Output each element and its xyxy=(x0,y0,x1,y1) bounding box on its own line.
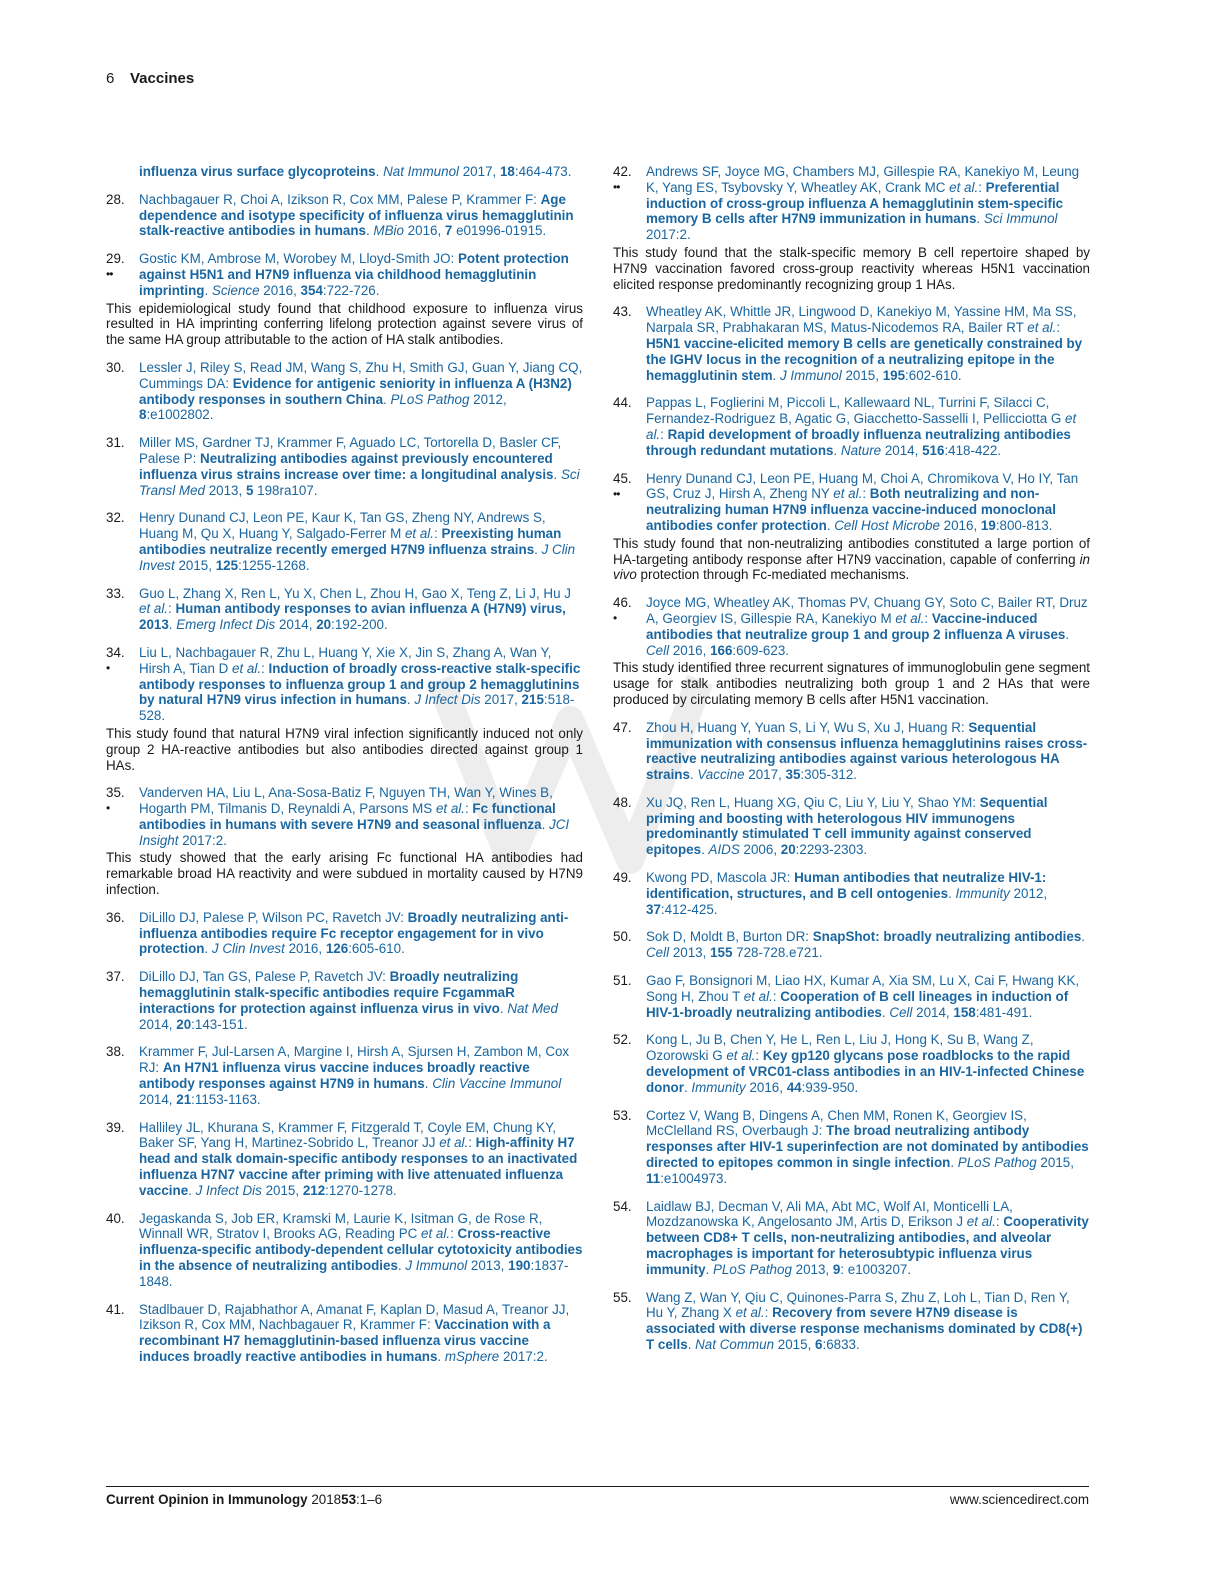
reference-journal: Emerg Infect Dis xyxy=(176,617,276,633)
footer-pages: :1–6 xyxy=(356,1492,383,1507)
reference-title[interactable]: Sequential priming and boosting with heterologous HIV immunogens predominantly stimulated T cell immunity against conserved epitopes xyxy=(646,794,1048,858)
reference-journal: Nat Commun xyxy=(695,1337,775,1352)
reference-journal: J Infect Dis xyxy=(195,1182,262,1198)
reference-pages: :518-528. xyxy=(139,692,575,724)
reference-item[interactable]: 38. Krammer F, Jul-Larsen A, Margine I, Hirsh A, Sjursen H, Zambon M, Cox RJ: An H7N1 influenza virus vaccine induces broadly reactive antibody responses against H7N9 in humans. Clin Vaccine Immunol 2014, 21:1153-1163. xyxy=(106,1044,570,1107)
reference-journal: J Immunol xyxy=(779,367,842,383)
reference-number: 49. xyxy=(613,870,632,886)
reference-year: 2014 xyxy=(278,617,309,633)
reference-number: 44. xyxy=(613,395,632,411)
reference-authors: Joyce MG, Wheatley AK, Thomas PV, Chuang GY, Soto C, Bailer RT, Druz A, Georgiev IS, Gillespie RA, Kanekiyo M et al.: xyxy=(646,595,1088,626)
reference-title[interactable]: An H7N1 influenza virus vaccine induces broadly reactive antibody responses against H7N9 in humans xyxy=(139,1060,530,1092)
reference-journal: Cell xyxy=(889,1004,913,1020)
reference-authors: Liu L, Nachbagauer R, Zhu L, Huang Y, Xie X, Jin S, Zhang A, Wan Y, Hirsh A, Tian D et al.: xyxy=(139,644,552,676)
reference-year: 2016 xyxy=(263,282,294,298)
reference-volume: 126 xyxy=(325,941,349,957)
reference-annotation: This study found that natural H7N9 viral infection significantly induced not only group 2 HA-reactive antibodies but also antibodies directed against group 1 HAs. xyxy=(106,725,583,773)
reference-pages: 198ra107. xyxy=(253,482,318,498)
reference-title[interactable]: Preferential induction of cross-group influenza A hemagglutinin stem-specific memory B cells after H7N9 immunization in humans xyxy=(646,179,1064,227)
reference-authors: DiLillo DJ, Palese P, Wilson PC, Ravetch JV: xyxy=(139,909,408,925)
reference-journal: Cell xyxy=(646,945,670,961)
reference-item[interactable]: 55. Wang Z, Wan Y, Qiu C, Quinones-Parra S, Zhu Z, Loh L, Tian D, Ren Y, Hu Y, Zhang X et al.: Recovery from severe H7N9 disease is associated with diverse response mechanisms dominated by CD8(+) T cells. Nat Commun 2015, 6:6833. xyxy=(613,1289,1083,1352)
reference-volume: 37 xyxy=(646,901,661,917)
reference-annotation: This study found that non-neutralizing antibodies constituted a large portion of HA-targeting antibody response after H7N9 vaccination, capable of conferring in vivo protection through Fc-mediated mechanisms. xyxy=(613,535,1090,583)
reference-year: 2016 xyxy=(288,941,319,957)
reference-year: 2015 xyxy=(777,1337,808,1352)
reference-journal: Nat Med xyxy=(507,1000,558,1016)
reference-pages: 728-728.e721. xyxy=(732,945,823,961)
reference-pages: :2. xyxy=(211,832,227,848)
reference-volume: 6 xyxy=(815,1337,823,1352)
reference-item[interactable]: 29. •• Gostic KM, Ambrose M, Worobey M, Lloyd-Smith JO: Potent protection against H5N1 and H7N9 influenza via childhood hemagglutinin imprinting. Science 2016, 354:722-726. xyxy=(106,251,569,298)
reference-journal: Sci Transl Med xyxy=(139,466,580,498)
reference-pages: :143-151. xyxy=(191,1016,248,1032)
reference-volume: 20 xyxy=(316,617,332,633)
reference-volume: 215 xyxy=(521,692,544,708)
reference-item[interactable]: 53. Cortez V, Wang B, Dingens A, Chen MM, Ronen K, Georgiev IS, McClelland RS, Overbaugh J: The broad neutralizing antibody responses after HIV-1 superinfection are not dominated by antibodies directed to epitopes common in single infection. PLoS Pathog 2015, 11:e1004973. xyxy=(613,1107,1089,1186)
reference-journal: AIDS xyxy=(708,842,740,858)
reference-title[interactable]: SnapShot: broadly neutralizing antibodies xyxy=(812,929,1082,945)
reference-title[interactable]: Key gp120 glycans pose roadblocks to the rapid development of VRC01-class antibodies in an HIV-1-infected Chinese donor xyxy=(646,1048,1085,1095)
reference-authors: Xu JQ, Ren L, Huang XG, Qiu C, Liu Y, Liu Y, Shao YM: xyxy=(646,794,980,810)
reference-item[interactable]: 36. DiLillo DJ, Palese P, Wilson PC, Ravetch JV: Broadly neutralizing anti-influenza antibodies require Fc receptor engagement for in vivo protection. J Clin Invest 2016, 126:605-610. xyxy=(106,909,569,957)
reference-pages: :939-950. xyxy=(801,1079,859,1095)
reference-pages: :192-200. xyxy=(331,617,388,633)
reference-pages: :609-623. xyxy=(732,642,789,658)
reference-authors: Nachbagauer R, Choi A, Izikson R, Cox MM, Palese P, Krammer F: xyxy=(139,191,541,207)
reference-volume: 125 xyxy=(215,557,239,573)
reference-year: 2013 xyxy=(795,1261,826,1277)
reference-volume: 18 xyxy=(499,164,515,179)
reference-title[interactable]: High-affinity H7 head and stalk domain-specific antibody responses to an inactivated influenza H7N7 vaccine after priming with live attenuated influenza vaccine xyxy=(139,1135,578,1198)
reference-annotation: This epidemiological study found that childhood exposure to influenza virus resulted in HA imprinting conferring lifelong protection against severe virus of the same HA group attributable to the action of HA stalk antibodies. xyxy=(106,300,583,348)
reference-year: 2014 xyxy=(916,1004,946,1020)
reference-number: 41. xyxy=(106,1301,125,1317)
reference-title[interactable]: Preexisting human antibodies neutralize recently emerged H7N9 influenza strains xyxy=(139,526,562,557)
recommendation-bullet: • xyxy=(613,611,617,626)
reference-pages: :2293-2303. xyxy=(795,842,868,858)
reference-authors: Kwong PD, Mascola JR: xyxy=(646,870,795,886)
reference-authors: Sok D, Moldt B, Burton DR: xyxy=(646,929,813,945)
reference-title[interactable]: Evidence for antigenic seniority in influenza A (H3N2) antibody responses in southern China xyxy=(139,375,572,407)
reference-item[interactable]: 54. Laidlaw BJ, Decman V, Ali MA, Abt MC, Wolf AI, Monticelli LA, Mozdzanowska K, Angelosanto JM, Artis D, Erikson J et al.: Cooperativity between CD8+ T cells, non-neutralizing antibodies, and alveolar macrophages is important for heterosubtypic influenza virus immunity. PLoS Pathog 2013, 9: e1003207. xyxy=(613,1198,1089,1277)
reference-title[interactable]: The broad neutralizing antibody responses after HIV-1 superinfection are not dominated by antibodies directed to epitopes common in single infection xyxy=(646,1123,1089,1171)
reference-pages: :464-473. xyxy=(514,164,572,179)
reference-authors: Halliley JL, Khurana S, Krammer F, Fitzgerald T, Coyle EM, Chung KY, Baker SF, Yang H, Martinez-Sobrido L, Treanor JJ et al.: xyxy=(139,1119,557,1151)
reference-year: 2006 xyxy=(743,842,774,858)
reference-volume: 9 xyxy=(832,1261,841,1277)
reference-volume: 7 xyxy=(444,223,453,239)
reference-number: 54. xyxy=(613,1198,632,1214)
reference-annotation: This study showed that the early arising Fc functional HA antibodies had remarkable broad HA reactivity and were subdued in mortality caused by H7N9 infection. xyxy=(106,850,583,898)
footer-divider xyxy=(106,1486,1089,1487)
reference-authors: Gostic KM, Ambrose M, Worobey M, Lloyd-Smith JO: xyxy=(139,251,458,267)
reference-authors: Vanderven HA, Liu L, Ana-Sosa-Batiz F, Nguyen TH, Wan Y, Wines B, Hogarth PM, Tilmanis D, Reynaldi A, Parsons MS et al.: xyxy=(139,785,553,817)
reference-pages: :e1002802. xyxy=(146,407,214,423)
reference-volume: 5 xyxy=(245,482,254,498)
reference-number: 33. xyxy=(106,585,125,601)
reference-title[interactable]: Age dependence and isotype specificity of influenza virus hemagglutinin stalk-reactive antibodies in humans xyxy=(139,191,574,239)
reference-year: 2017 xyxy=(502,1349,533,1364)
reference-authors: Cortez V, Wang B, Dingens A, Chen MM, Ronen K, Georgiev IS, McClelland RS, Overbaugh J: xyxy=(646,1107,1027,1139)
reference-authors: Guo L, Zhang X, Ren L, Yu X, Chen L, Zhou H, Gao X, Teng Z, Li J, Hu J et al.: xyxy=(139,585,571,617)
reference-title[interactable]: Vaccine-induced antibodies that neutralize group 1 and group 2 influenza A viruses xyxy=(646,610,1066,642)
reference-title[interactable]: influenza virus surface glycoproteins xyxy=(139,164,376,179)
reference-number: 50. xyxy=(613,929,632,945)
reference-number: 45. xyxy=(613,470,632,486)
reference-authors: Jegaskanda S, Job ER, Kramski M, Laurie K, Isitman G, de Rose R, Winnall WR, Stratov I, Brooks AG, Reading PC et al.: xyxy=(139,1210,543,1242)
reference-journal: PLoS Pathog xyxy=(957,1155,1037,1171)
reference-number: 36. xyxy=(106,909,125,925)
reference-number: 46. xyxy=(613,595,632,611)
reference-journal: J Clin Invest xyxy=(139,541,576,573)
reference-volume: 44 xyxy=(786,1079,802,1095)
reference-title[interactable]: Neutralizing antibodies against previously encountered influenza virus strains increase over time: a longitudinal analysis xyxy=(139,450,554,482)
reference-pages: :722-726. xyxy=(322,282,380,298)
reference-authors: Zhou H, Huang Y, Yuan S, Li Y, Wu S, Xu J, Huang R: xyxy=(646,719,969,735)
reference-item[interactable]: 30. Lessler J, Riley S, Read JM, Wang S, Zhu H, Smith GJ, Guan Y, Jiang CQ, Cummings DA: Evidence for antigenic seniority in influenza A (H3N2) antibody responses in southern China. PLoS Pathog 2012, 8:e1002802. xyxy=(106,359,583,423)
reference-pages: :605-610. xyxy=(348,941,405,957)
reference-pages: :1153-1163. xyxy=(191,1091,261,1107)
reference-year: 2016 xyxy=(749,1079,780,1095)
reference-number: 35. xyxy=(106,785,125,801)
reference-journal: Vaccine xyxy=(697,767,745,783)
reference-item[interactable]: 46. • Joyce MG, Wheatley AK, Thomas PV, Chuang GY, Soto C, Bailer RT, Druz A, Georgiev IS, Gillespie RA, Kanekiyo M et al.: Vaccine-induced antibodies that neutralize group 1 and group 2 influenza A viruses. Cell 2016, 166:609-623. xyxy=(613,595,1088,658)
reference-item[interactable]: 41. Stadlbauer D, Rajabhathor A, Amanat F, Kaplan D, Masud A, Treanor JJ, Izikson R, Cox MM, Nachbagauer R, Krammer F: Vaccination with a recombinant H7 hemagglutinin-based influenza virus vaccine induces broadly reactive antibodies in humans. mSphere 2017:2. xyxy=(106,1301,570,1364)
reference-journal: Nat Immunol xyxy=(383,164,459,179)
reference-year: 2015 xyxy=(845,367,876,383)
reference-authors: Pappas L, Foglierini M, Piccoli L, Kallewaard NL, Turrini F, Silacci C, Fernandez-Rodriguez B, Agatic G, Giacchetto-Sasselli I, Pellicciotta G et al.: xyxy=(646,395,1077,442)
reference-number: 42. xyxy=(613,164,632,179)
reference-authors: Lessler J, Riley S, Read JM, Wang S, Zhu H, Smith GJ, Guan Y, Jiang CQ, Cummings DA: xyxy=(139,359,583,391)
reference-pages: : e1003207. xyxy=(840,1261,912,1277)
reference-number: 43. xyxy=(613,304,632,320)
reference-year: 2016 xyxy=(407,223,438,239)
reference-journal: MBio xyxy=(373,223,404,239)
reference-item[interactable]: 45. •• Henry Dunand CJ, Leon PE, Huang M, Choi A, Chromikova V, Ho IY, Tan GS, Cruz J, Hirsh A, Zheng NY et al.: Both neutralizing and non-neutralizing human H7N9 influenza vaccine-induced monoclonal antibodies confer protection. Cell Host Microbe 2016, 19:800-813. xyxy=(613,470,1079,533)
reference-item[interactable]: 50. Sok D, Moldt B, Burton DR: SnapShot: broadly neutralizing antibodies. Cell 2013, 155 728-728.e721. xyxy=(613,929,1086,961)
reference-volume: 19 xyxy=(980,517,996,533)
reference-item[interactable]: 49. Kwong PD, Mascola JR: Human antibodies that neutralize HIV-1: identification, structures, and B cell ontogenies. Immunity 2012, 37:412-425. xyxy=(613,870,1048,917)
reference-pages: :1255-1268. xyxy=(238,557,310,573)
reference-journal: J Infect Dis xyxy=(414,692,481,708)
references-column-right xyxy=(613,164,1090,1365)
page-number: 6 xyxy=(106,70,115,87)
reference-title[interactable]: Broadly neutralizing hemagglutinin stalk-specific antibodies require FcgammaR interactions for protection against influenza virus in vivo xyxy=(139,969,519,1016)
reference-item[interactable]: 35. • Vanderven HA, Liu L, Ana-Sosa-Batiz F, Nguyen TH, Wan Y, Wines B, Hogarth PM, Tilmanis D, Reynaldi A, Parsons MS et al.: Fc functional antibodies in humans with severe H7N9 and seasonal influenza. JCI Insight 2017:2. xyxy=(106,785,570,848)
footer-journal: Current Opinion in Immunology xyxy=(106,1492,308,1507)
reference-item[interactable]: 32. Henry Dunand CJ, Leon PE, Kaur K, Tan GS, Zheng NY, Andrews S, Huang M, Qu X, Huang Y, Salgado-Ferrer M et al.: Preexisting human antibodies neutralize recently emerged H7N9 influenza strains. J Clin Invest 2015, 125:1255-1268. xyxy=(106,510,576,573)
reference-item[interactable]: 37. DiLillo DJ, Tan GS, Palese P, Ravetch JV: Broadly neutralizing hemagglutinin stalk-specific antibodies require FcgammaR interactions for protection against influenza virus in vivo. Nat Med 2014, 20:143-151. xyxy=(106,969,558,1032)
reference-number: 28. xyxy=(106,191,125,207)
reference-journal: Sci Immunol xyxy=(983,211,1058,227)
reference-authors: Wheatley AK, Whittle JR, Lingwood D, Kanekiyo M, Yassine HM, Ma SS, Narpala SR, Prabhakaran MS, Matus-Nicodemos RA, Bailer RT et al.: xyxy=(646,304,1077,336)
reference-authors: Stadlbauer D, Rajabhathor A, Amanat F, Kaplan D, Masud A, Treanor JJ, Izikson R, Cox MM, Nachbagauer R, Krammer F: xyxy=(139,1301,570,1333)
reference-pages: :2. xyxy=(675,227,691,243)
reference-item[interactable]: 34. • Liu L, Nachbagauer R, Zhu L, Huang Y, Xie X, Jin S, Zhang A, Wan Y, Hirsh A, Tian D et al.: Induction of broadly cross-reactive stalk-specific antibody responses to influenza group 1 and group 2 hemagglutinins by natural H7N9 virus infection in humans. J Infect Dis 2017, 215:518-528. xyxy=(106,644,581,724)
reference-authors: Miller MS, Gardner TJ, Krammer F, Aguado LC, Tortorella D, Basler CF, Palese P: xyxy=(139,435,562,466)
reference-number: 55. xyxy=(613,1289,632,1305)
reference-journal: Clin Vaccine Immunol xyxy=(432,1076,562,1092)
reference-authors: Andrews SF, Joyce MG, Chambers MJ, Gillespie RA, Kanekiyo M, Leung K, Yang ES, Tsybovsky Y, Wheatley AK, Crank MC et al.: xyxy=(646,164,1080,195)
reference-year: 2015 xyxy=(265,1182,296,1198)
reference-authors: Wang Z, Wan Y, Qiu C, Quinones-Parra S, Zhu Z, Loh L, Tian D, Ren Y, Hu Y, Zhang X et al.: xyxy=(646,1289,1070,1321)
reference-year: 2015 xyxy=(1040,1155,1071,1171)
reference-title[interactable]: Vaccination with a recombinant H7 hemagglutinin-based influenza virus vaccine induces broadly reactive antibodies in humans xyxy=(139,1317,551,1364)
recommendation-bullet: •• xyxy=(613,180,620,194)
reference-year: 2016 xyxy=(672,642,703,658)
reference-authors: Henry Dunand CJ, Leon PE, Huang M, Choi A, Chromikova V, Ho IY, Tan GS, Cruz J, Hirsh A, Zheng NY et al.: xyxy=(646,470,1079,502)
reference-year: 2013 xyxy=(208,482,239,498)
reference-journal: Nature xyxy=(840,442,882,458)
reference-title[interactable]: Cooperativity between CD8+ T cells, non-neutralizing antibodies, and alveolar macrophages is important for heterosubtypic influenza virus immunity xyxy=(646,1214,1089,1277)
reference-number: 52. xyxy=(613,1032,632,1048)
reference-title[interactable]: Human antibody responses to avian influenza A (H7N9) virus, 2013 xyxy=(139,601,566,633)
reference-annotation: This study found that the stalk-specific memory B cell repertoire shaped by H7N9 vaccination favored cross-group reactivity whereas H5N1 vaccination elicited response predominantly recognizing group 1 HAs. xyxy=(613,244,1090,292)
reference-journal: Science xyxy=(211,282,260,298)
reference-volume: 155 xyxy=(710,945,733,961)
reference-number: 29. xyxy=(106,251,125,267)
reference-number: 32. xyxy=(106,510,125,526)
reference-volume: 35 xyxy=(785,767,801,783)
reference-number: 53. xyxy=(613,1107,632,1123)
reference-pages: :1270-1278. xyxy=(325,1182,397,1198)
reference-title[interactable]: Both neutralizing and non-neutralizing human H7N9 influenza vaccine-induced monoclonal antibodies confer protection xyxy=(646,486,1056,533)
reference-pages: e01996-01915. xyxy=(452,223,547,239)
reference-item[interactable]: 47. Zhou H, Huang Y, Yuan S, Li Y, Wu S, Xu J, Huang R: Sequential immunization with consensus influenza hemagglutinins raises cross-reactive neutralizing antibodies against various heterologous HA strains. Vaccine 2017, 35:305-312. xyxy=(613,719,1088,783)
reference-number: 39. xyxy=(106,1119,125,1135)
reference-title[interactable]: Recovery from severe H7N9 disease is associated with diverse response mechanisms dominated by CD8(+) T cells xyxy=(646,1305,1083,1352)
reference-volume: 20 xyxy=(176,1016,192,1032)
reference-item[interactable]: influenza virus surface glycoproteins. Nat Immunol 2017, 18:464-473. xyxy=(139,164,572,179)
reference-authors: Laidlaw BJ, Decman V, Ali MA, Abt MC, Wolf AI, Monticelli LA, Mozdzanowska K, Angelosanto JM, Artis D, Erikson J et al.: xyxy=(646,1198,1013,1230)
reference-volume: 516 xyxy=(922,442,945,458)
reference-number: 51. xyxy=(613,973,632,989)
reference-item[interactable]: 40. Jegaskanda S, Job ER, Kramski M, Laurie K, Isitman G, de Rose R, Winnall WR, Stratov I, Brooks AG, Reading PC et al.: Cross-reactive influenza-specific antibody-dependent cellular cytotoxicity antibodies in the absence of neutralizing antibodies. J Immunol 2013, 190:1837-1848. xyxy=(106,1210,583,1289)
reference-item[interactable]: 44. Pappas L, Foglierini M, Piccoli L, Kallewaard NL, Turrini F, Silacci C, Fernandez-Rodriguez B, Agatic G, Giacchetto-Sasselli I, Pellicciotta G et al.: Rapid development of broadly influenza neutralizing antibodies through redundant mutations. Nature 2014, 516:418-422. xyxy=(613,395,1077,458)
reference-title[interactable]: Fc functional antibodies in humans with severe H7N9 and seasonal influenza xyxy=(139,801,556,832)
reference-item[interactable]: 52. Kong L, Ju B, Chen Y, He L, Ren L, Liu J, Hong K, Su B, Wang Z, Ozorowski G et al.: Key gp120 glycans pose roadblocks to the rapid development of VRC01-class antibodies in an HIV-1-infected Chinese donor. Immunity 2016, 44:939-950. xyxy=(613,1032,1085,1095)
reference-annotation: This study identified three recurrent signatures of immunoglobulin gene segment usage for stalk antibodies neutralizing both group 1 and 2 HAs that were produced by circulating memory B cells after H5N1 vaccination. xyxy=(613,660,1090,707)
reference-number: 38. xyxy=(106,1044,125,1060)
reference-journal: Cell Host Microbe xyxy=(834,517,940,533)
reference-number: 30. xyxy=(106,359,125,375)
reference-year: 2017 xyxy=(462,164,493,179)
reference-year: 2017 xyxy=(646,227,676,243)
reference-title[interactable]: Cooperation of B cell lineages in induction of HIV-1-broadly neutralizing antibodies xyxy=(646,988,1069,1020)
footer-year: 2018 xyxy=(311,1492,342,1507)
reference-year: 2013 xyxy=(470,1258,501,1274)
references-column-left xyxy=(106,164,583,1377)
reference-year: 2012 xyxy=(1013,885,1044,901)
footer-url[interactable]: www.sciencedirect.com xyxy=(949,1492,1089,1507)
footer-volume: 53 xyxy=(341,1492,357,1507)
reference-volume: 190 xyxy=(508,1258,531,1274)
reference-title[interactable]: Cross-reactive influenza-specific antibody-dependent cellular cytotoxicity antibodies in the absence of neutralizing antibodies xyxy=(139,1226,583,1274)
reference-volume: 8 xyxy=(139,407,147,423)
reference-number: 48. xyxy=(613,794,632,810)
reference-volume: 20 xyxy=(780,842,796,858)
reference-pages: :305-312. xyxy=(800,767,858,783)
reference-journal: Immunity xyxy=(691,1079,746,1095)
reference-year: 2014 xyxy=(139,1091,169,1107)
reference-year: 2016 xyxy=(943,517,974,533)
reference-item[interactable]: 48. Xu JQ, Ren L, Huang XG, Qiu C, Liu Y, Liu Y, Shao YM: Sequential priming and boosting with heterologous HIV immunogens predominantly stimulated T cell immunity against conserved epitopes. AIDS 2006, 20:2293-2303. xyxy=(613,794,1048,858)
reference-pages: :e1004973. xyxy=(660,1170,728,1186)
reference-pages: :412-425. xyxy=(660,901,718,917)
reference-volume: 21 xyxy=(176,1091,192,1107)
reference-title[interactable]: H5N1 vaccine-elicited memory B cells are genetically constrained by the IGHV locus in the recognition of a neutralizing epitope in the hemagglutinin stem xyxy=(646,335,1083,383)
recommendation-bullet: •• xyxy=(613,486,620,501)
reference-item[interactable]: 31. Miller MS, Gardner TJ, Krammer F, Aguado LC, Tortorella D, Basler CF, Palese P: Neutralizing antibodies against previously encountered influenza virus strains increase over time: a longitudinal analysis. Sci Transl Med 2013, 5 198ra107. xyxy=(106,435,580,498)
reference-year: 2014 xyxy=(139,1016,169,1032)
reference-journal: Immunity xyxy=(955,885,1010,901)
reference-volume: 158 xyxy=(953,1004,976,1020)
footer-citation xyxy=(106,1492,382,1507)
reference-item[interactable]: 28. Nachbagauer R, Choi A, Izikson R, Cox MM, Palese P, Krammer F: Age dependence and isotype specificity of influenza virus hemagglutinin stalk-reactive antibodies in humans. MBio 2016, 7 e01996-01915. xyxy=(106,191,574,239)
recommendation-bullet: • xyxy=(106,660,110,675)
reference-pages: :1837-1848. xyxy=(139,1258,569,1289)
reference-title[interactable]: Broadly neutralizing anti-influenza antibodies require Fc receptor engagement for in vivo protection xyxy=(139,909,569,957)
reference-number: 47. xyxy=(613,719,632,735)
reference-title[interactable]: Human antibodies that neutralize HIV-1: identification, structures, and B cell ontogenies xyxy=(646,870,1047,901)
reference-number: 37. xyxy=(106,969,125,985)
reference-journal: Cell xyxy=(646,642,670,658)
reference-volume: 212 xyxy=(302,1182,326,1198)
recommendation-bullet: • xyxy=(106,801,110,816)
reference-title[interactable]: Induction of broadly cross-reactive stalk-specific antibody responses to influenza group 1 and group 2 hemagglutinins by natural H7N9 virus infection in humans xyxy=(139,660,581,708)
reference-year: 2014 xyxy=(884,442,915,458)
reference-pages: :2. xyxy=(532,1349,548,1364)
reference-number: 40. xyxy=(106,1210,125,1226)
reference-authors: DiLillo DJ, Tan GS, Palese P, Ravetch JV: xyxy=(139,969,390,985)
reference-pages: :481-491. xyxy=(975,1004,1033,1020)
reference-journal: J Clin Invest xyxy=(211,941,285,957)
reference-authors: Henry Dunand CJ, Leon PE, Kaur K, Tan GS, Zheng NY, Andrews S, Huang M, Qu X, Huang Y, Salgado-Ferrer M et al.: xyxy=(139,510,546,542)
reference-item[interactable]: 51. Gao F, Bonsignori M, Liao HX, Kumar A, Xia SM, Lu X, Cai F, Hwang KK, Song H, Zhou T et al.: Cooperation of B cell lineages in induction of HIV-1-broadly neutralizing antibodies. Cell 2014, 158:481-491. xyxy=(613,973,1080,1020)
reference-journal: J Immunol xyxy=(405,1258,468,1274)
reference-journal: PLoS Pathog xyxy=(390,391,470,407)
reference-title[interactable]: Sequential immunization with consensus influenza hemagglutinins raises cross-reactive neutralizing antibodies against various heterologous HA strains xyxy=(646,719,1088,783)
reference-item[interactable]: 43. Wheatley AK, Whittle JR, Lingwood D, Kanekiyo M, Yassine HM, Ma SS, Narpala SR, Prabhakaran MS, Matus-Nicodemos RA, Bailer RT et al.: H5N1 vaccine-elicited memory B cells are genetically constrained by the IGHV locus in the recognition of a neutralizing epitope in the hemagglutinin stem. J Immunol 2015, 195:602-610. xyxy=(613,304,1083,383)
reference-volume: 166 xyxy=(710,642,733,658)
reference-volume: 354 xyxy=(300,282,323,298)
reference-year: 2015 xyxy=(178,557,209,573)
reference-journal: JCI Insight xyxy=(139,816,570,848)
reference-number: 34. xyxy=(106,644,125,660)
reference-year: 2017 xyxy=(748,767,779,783)
reference-authors: Kong L, Ju B, Chen Y, He L, Ren L, Liu J, Hong K, Su B, Wang Z, Ozorowski G et al.: xyxy=(646,1032,1034,1064)
reference-year: 2017 xyxy=(484,692,515,708)
reference-year: 2017 xyxy=(182,832,212,848)
reference-item[interactable]: 42. •• Andrews SF, Joyce MG, Chambers MJ, Gillespie RA, Kanekiyo M, Leung K, Yang ES, Tsybovsky Y, Wheatley AK, Crank MC et al.: Preferential induction of cross-group influenza A hemagglutinin stem-specific memory B cells after H7N9 immunization in humans. Sci Immunol 2017:2. xyxy=(613,164,1080,243)
reference-item[interactable]: 33. Guo L, Zhang X, Ren L, Yu X, Chen L, Zhou H, Gao X, Teng Z, Li J, Hu J et al.: Human antibody responses to avian influenza A (H7N9) virus, 2013. Emerg Infect Dis 2014, 20:192-200. xyxy=(106,585,571,633)
section-title: Vaccines xyxy=(130,70,195,87)
reference-year: 2012 xyxy=(473,391,503,407)
reference-title[interactable]: Potent protection against H5N1 and H7N9 influenza via childhood hemagglutinin imprinting xyxy=(139,251,569,298)
reference-pages: :800-813. xyxy=(995,517,1053,533)
reference-authors: Gao F, Bonsignori M, Liao HX, Kumar A, Xia SM, Lu X, Cai F, Hwang KK, Song H, Zhou T et al.: xyxy=(646,973,1080,1004)
reference-title[interactable]: Rapid development of broadly influenza neutralizing antibodies through redundant mutations xyxy=(646,426,1071,458)
reference-journal: mSphere xyxy=(444,1349,500,1364)
reference-item[interactable]: 39. Halliley JL, Khurana S, Krammer F, Fitzgerald T, Coyle EM, Chung KY, Baker SF, Yang H, Martinez-Sobrido L, Treanor JJ et al.: High-affinity H7 head and stalk domain-specific antibody responses to an inactivated influenza H7N7 vaccine after priming with live attenuated influenza vaccine. J Infect Dis 2015, 212:1270-1278. xyxy=(106,1119,578,1198)
reference-year: 2013 xyxy=(672,945,703,961)
reference-volume: 11 xyxy=(646,1170,661,1186)
reference-journal: PLoS Pathog xyxy=(712,1261,792,1277)
reference-number: 31. xyxy=(106,435,125,451)
recommendation-bullet: •• xyxy=(106,267,113,282)
reference-authors: Krammer F, Jul-Larsen A, Margine I, Hirsh A, Sjursen H, Zambon M, Cox RJ: xyxy=(139,1044,570,1076)
reference-pages: :6833. xyxy=(822,1337,860,1352)
reference-pages: :418-422. xyxy=(944,442,1002,458)
reference-pages: :602-610. xyxy=(905,367,962,383)
reference-volume: 195 xyxy=(882,367,906,383)
